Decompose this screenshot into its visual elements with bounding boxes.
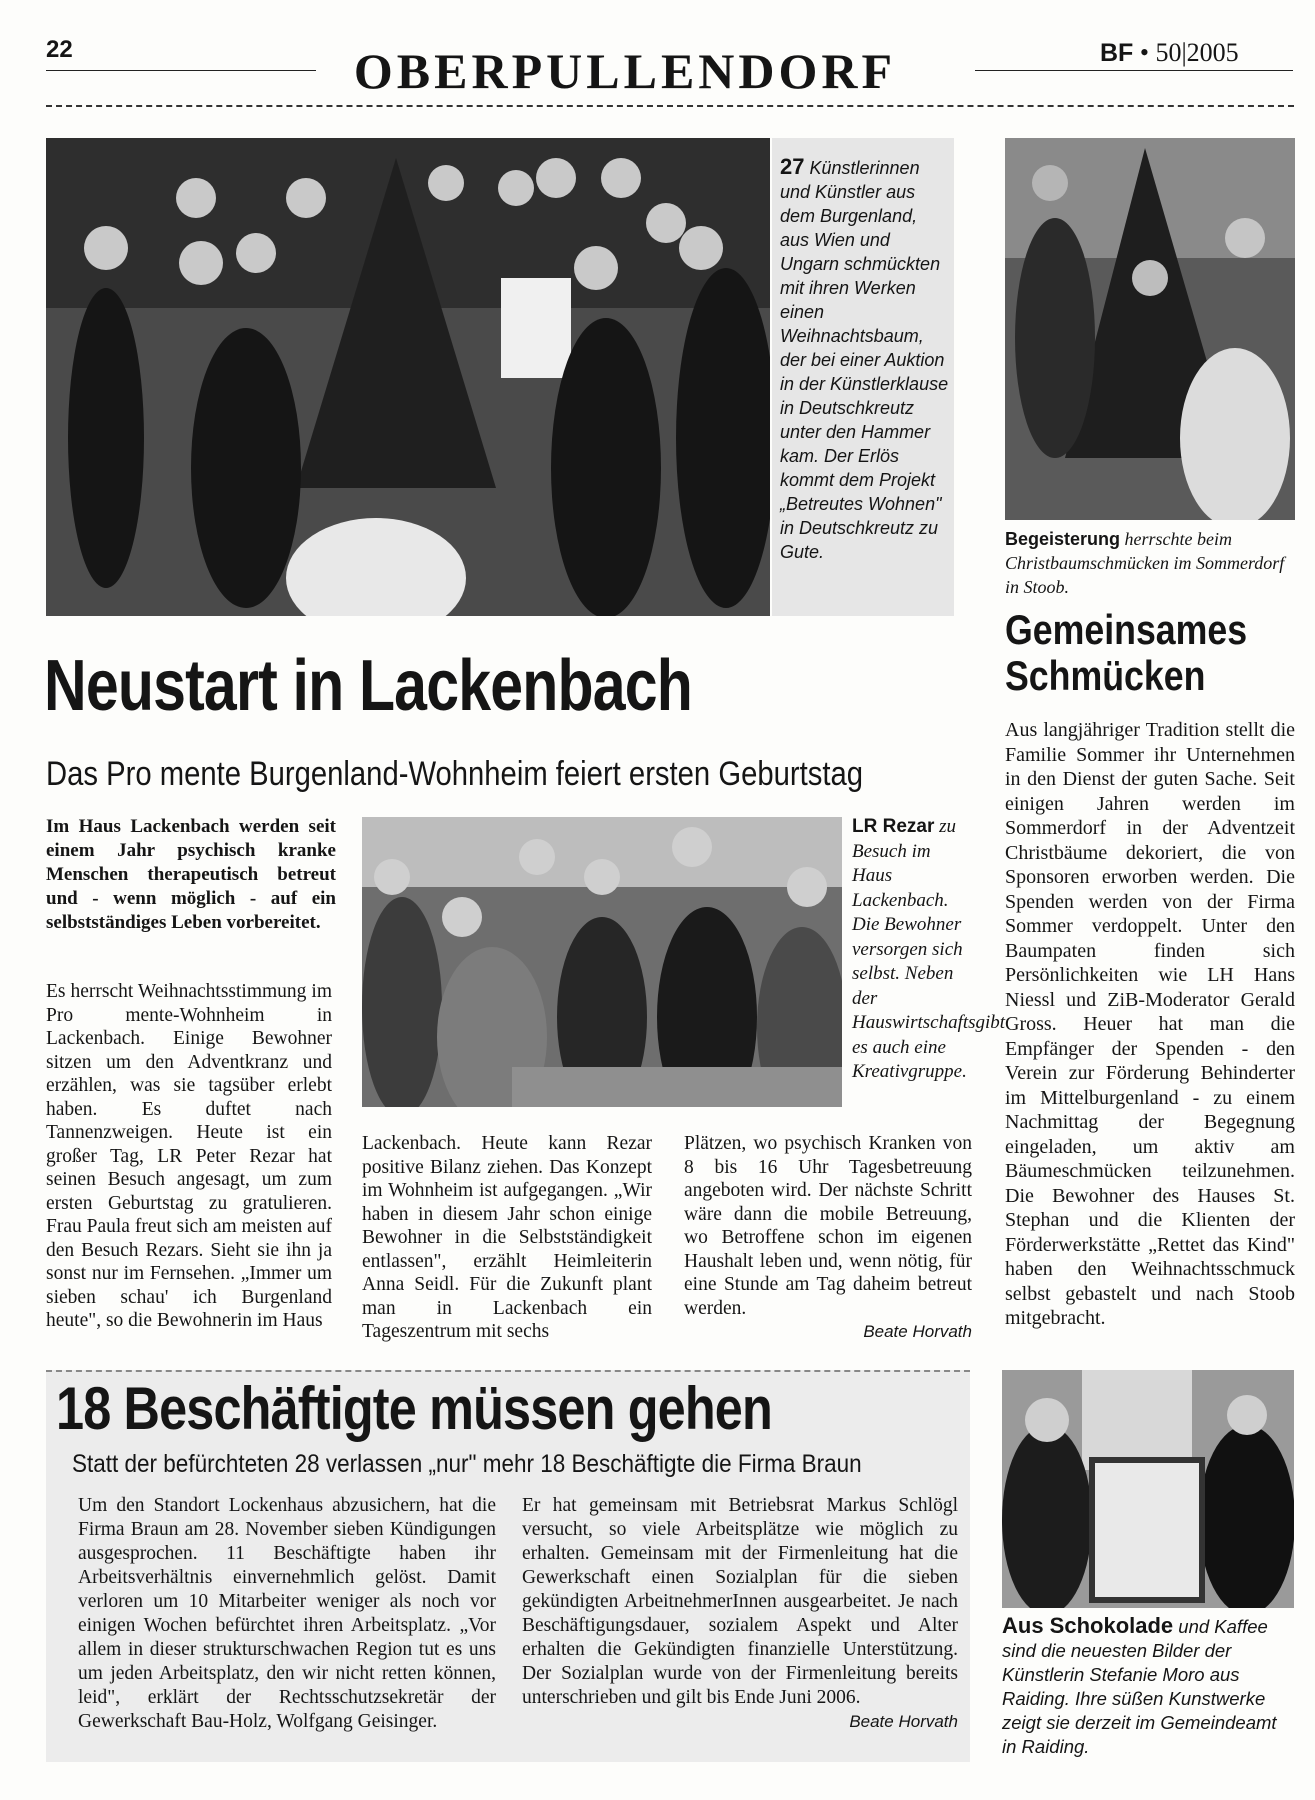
caption-text: herrschte beim Christbaumschmücken im Sommerdorf in Stoob. bbox=[1005, 529, 1285, 597]
header-rule bbox=[46, 70, 316, 71]
publication-name: BF bbox=[1100, 39, 1134, 67]
caption-text: zu Besuch im Haus Lackenbach. Die Bewohner versorgen sich selbst. Neben der Hauswirtschaftsgibt es auch eine Kreativgruppe. bbox=[852, 816, 1006, 1082]
headline: Neustart in Lackenbach bbox=[44, 646, 693, 726]
masthead bbox=[1100, 38, 1239, 68]
photo-christmas-tree-group bbox=[46, 138, 770, 616]
headline-line: Schmücken bbox=[1005, 652, 1206, 699]
caption-text: Künstlerinnen und Künstler aus dem Burgenland, aus Wien und Ungarn schmückten mit ihren Werken einen Weihnachtsbaum, der bei einer Auktion in der Künstlerklause in Deutschkreutz unter den Hammer kam. Der Erlös kommt dem Projekt „Betreutes Wohnen" in Deutschkreutz zu Gute. bbox=[780, 158, 949, 562]
article-column: Aus langjähriger Tradition stellt die Familie Sommer ihr Unternehmen in den Dienst der guten Sache. Seit einigen Jahren werden im Sommerdorf in der Adventzeit Christbäume dekoriert, die von Sponsoren erworben werden. Die Spenden werden von der Firma Sommer verdoppelt. Unter den Baumpaten finden sich Persönlichkeiten wie LH Hans Niessl und ZiB-Moderator Gerald Gross. Heuer hat man die Empfänger der Spenden - den Verein zur Förderung Behinderter im Mittelburgenland - zu einem Nachmittag der Begegnung eingeladen, um aktiv am Bäumeschmücken teilzunehmen. Die Bewohner des Hauses St. Stephan und die Klienten der Förderwerkstätte „Rettet das Kind" haben den Weihnachtsschmuck selbst gebastelt und nach Stoob mitgebracht. bbox=[1005, 719, 1295, 1329]
photo-icon bbox=[1005, 138, 1295, 520]
photo-tree-decorating bbox=[1005, 138, 1295, 520]
caption-text: und Kaffee sind die neuesten Bilder der Künstlerin Stefanie Moro aus Raiding. Ihre süßen Kunstwerke zeigt sie derzeit im Gemeindeamt in Raiding. bbox=[1002, 1616, 1277, 1757]
photo-caption bbox=[1002, 1614, 1294, 1759]
caption-bold: Aus Schokolade bbox=[1002, 1613, 1174, 1638]
photo-icon bbox=[46, 138, 770, 616]
headline-line: Gemeinsames bbox=[1005, 606, 1248, 653]
subheadline: Das Pro mente Burgenland-Wohnheim feiert ersten Geburtstag bbox=[46, 755, 863, 793]
photo-rezar-visit bbox=[362, 817, 842, 1107]
section-title: OBERPULLENDORF bbox=[353, 43, 897, 99]
photo-caption bbox=[780, 155, 950, 564]
article-column-text: Plätzen, wo psychisch Kranken von 8 bis 16 Uhr Tagesbetreuung angeboten wird. Der nächste Schritt wäre dann die mobile Betreuung, wo Betroffene schon im eigenen Haushalt leben und, wenn nötig, für eine Stunde am Tag daheim betreut werden. bbox=[684, 1133, 972, 1319]
author-byline: Beate Horvath bbox=[849, 1712, 958, 1731]
headline: 18 Beschäftigte müssen gehen bbox=[56, 1375, 772, 1442]
lead-paragraph: Im Haus Lackenbach werden seit einem Jahr psychisch kranke Menschen therapeutisch betreut und - wenn möglich - auf ein selbstständiges Leben vorbereitet. bbox=[46, 816, 336, 933]
photo-caption bbox=[852, 815, 1006, 1085]
caption-bold: Begeisterung bbox=[1005, 529, 1121, 549]
photo-icon bbox=[362, 817, 842, 1107]
header-rule bbox=[975, 70, 1293, 71]
masthead-separator: • bbox=[1139, 38, 1149, 67]
caption-bold: LR Rezar bbox=[852, 816, 935, 837]
article-column: Es herrscht Weihnachtsstimmung im Pro mente-Wohnheim in Lackenbach. Einige Bewohner sitzen um den Adventkranz und erzählen, was sie tagsüber erlebt haben. Es duftet nach Tannenzweigen. Heute ist ein großer Tag, LR Peter Rezar hat seinen Besuch angesagt, um zum ersten Geburtstag zu gratulieren. Frau Paula freut sich am meisten auf den Besuch Rezars. Sieht sie ihn ja sonst nur im Fernsehen. „Immer um sieben schau' ich Burgenland heute", so die Bewohnerin im Haus bbox=[46, 981, 332, 1331]
headline bbox=[1005, 607, 1247, 699]
photo-artist-moro bbox=[1002, 1370, 1294, 1608]
caption-number: 27 bbox=[780, 154, 805, 179]
photo-icon bbox=[1002, 1370, 1294, 1608]
header-divider bbox=[46, 105, 1294, 107]
article-column bbox=[522, 1494, 958, 1734]
article-column-text: Er hat gemeinsam mit Betriebsrat Markus Schlögl versucht, so viele Arbeitsplätze wie möglich zu erhalten. Gemeinsam mit der Firmenleitung hat die Gewerkschaft einen Sozialplan für die sieben gekündigten ArbeitnehmerInnen ausgearbeitet. Je nach Beschäftigungsdauer, sozialem Aspekt und Alter erhalten die Gekündigten finanzielle Unterstützung. Der Sozialplan wurde von der Firmenleitung bereits unterschrieben und gilt bis Ende Juni 2006. bbox=[522, 1495, 958, 1708]
author-byline: Beate Horvath bbox=[863, 1322, 972, 1341]
page-number: 22 bbox=[46, 36, 73, 63]
subheadline: Statt der befürchteten 28 verlassen „nur" mehr 18 Beschäftigte die Firma Braun bbox=[72, 1450, 862, 1478]
article-column: Lackenbach. Heute kann Rezar positive Bilanz ziehen. Das Konzept im Wohnheim ist aufgegangen. „Wir haben in diesem Jahr schon einige Bewohner in die Selbstständigkeit entlassen", erzählt Heimleiterin Anna Seidl. Für die Zukunft plant man in Lackenbach ein Tageszentrum mit sechs bbox=[362, 1133, 652, 1342]
article-column bbox=[684, 1132, 972, 1344]
photo-caption bbox=[1005, 527, 1295, 599]
issue-number: 50|2005 bbox=[1155, 38, 1239, 67]
article-column: Um den Standort Lockenhaus abzusichern, hat die Firma Braun am 28. November sieben Kündigungen ausgesprochen. 11 Beschäftigte haben ihr Arbeitsverhältnis einvernehmlich gelöst. Damit verloren um 10 Mitarbeiter weniger als noch vor einigen Wochen befürchtet ihren Arbeitsplatz. „Vor allem in dieser strukturschwachen Region tut es uns um jeden Arbeitsplatz, den wir nicht retten können, leid", erklärt der Rechtsschutzsekretär der Gewerkschaft Bau-Holz, Wolfgang Geisinger. bbox=[78, 1495, 496, 1732]
